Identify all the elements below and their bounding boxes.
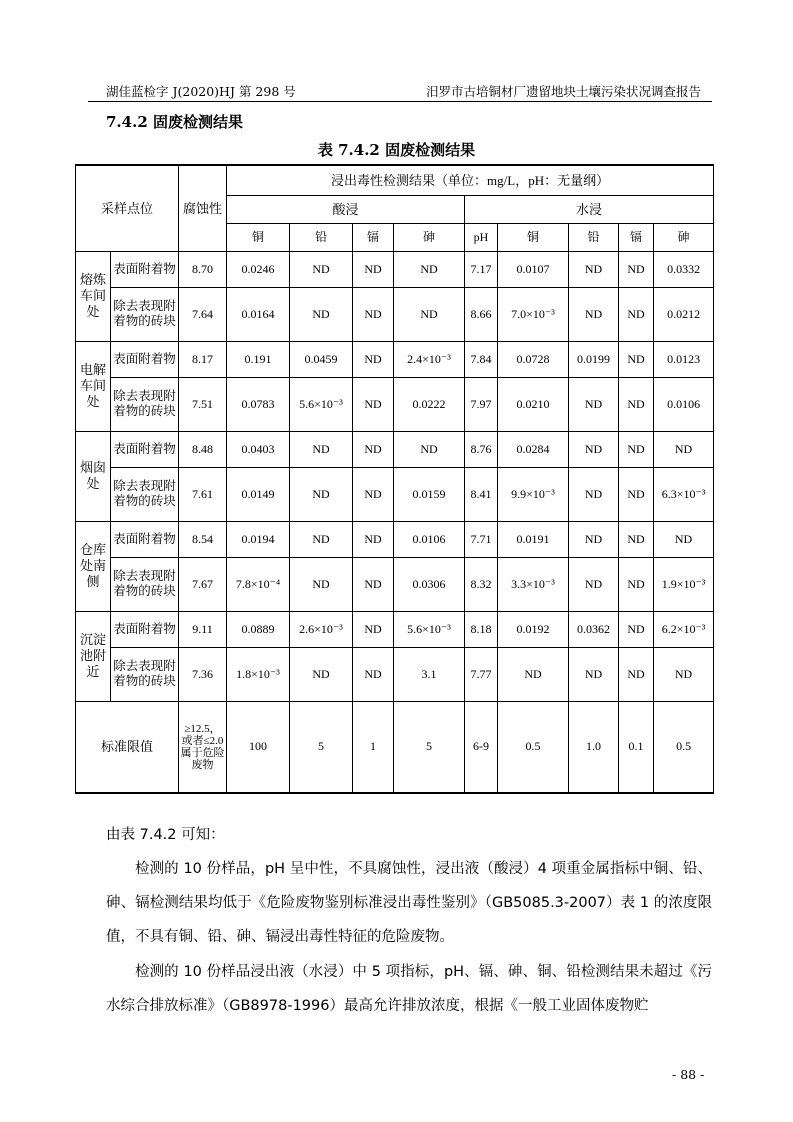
- acid-value: 0.0459: [290, 341, 353, 377]
- acid-value: 3.1: [394, 647, 465, 701]
- corrosive-value: 7.67: [179, 557, 227, 611]
- sample-type: 表面附着物: [111, 341, 179, 377]
- water-value: 0.0362: [569, 611, 619, 647]
- sample-type: 表面附着物: [111, 521, 179, 557]
- standard-corrosive: ≥12.5，或者≤2.0属于危险废物: [179, 701, 227, 793]
- table-row: [76, 341, 714, 377]
- header-acid-col: 砷: [394, 223, 465, 251]
- acid-value: ND: [394, 431, 465, 467]
- acid-value: 7.8×10⁻⁴: [227, 557, 290, 611]
- table-row: [76, 287, 714, 341]
- acid-value: ND: [353, 647, 394, 701]
- acid-value: ND: [353, 611, 394, 647]
- header-divider: [88, 101, 712, 102]
- site-name: 仓库处南侧: [76, 521, 111, 611]
- corrosive-value: 8.48: [179, 431, 227, 467]
- table-row: [76, 377, 714, 431]
- water-value: ND: [569, 521, 619, 557]
- sample-type: 表面附着物: [111, 251, 179, 287]
- water-value: ND: [619, 647, 654, 701]
- acid-value: ND: [290, 521, 353, 557]
- water-value: 8.66: [465, 287, 498, 341]
- water-value: ND: [569, 431, 619, 467]
- standard-label: 标准限值: [76, 701, 179, 793]
- table-caption: 表 7.4.2 固废检测结果: [317, 141, 476, 159]
- header-water-col: 砷: [654, 223, 714, 251]
- acid-value: ND: [394, 251, 465, 287]
- acid-value: ND: [353, 557, 394, 611]
- water-value: 0.0107: [498, 251, 569, 287]
- water-value: 7.97: [465, 377, 498, 431]
- acid-value: ND: [353, 377, 394, 431]
- water-value: 6.2×10⁻³: [654, 611, 714, 647]
- water-value: ND: [619, 611, 654, 647]
- standard-water-value: 1.0: [569, 701, 619, 793]
- header-doc-number: 湖佳蓝检字 J(2020)HJ 第 298 号: [106, 84, 296, 99]
- acid-value: 5.6×10⁻³: [290, 377, 353, 431]
- header-water-col: 镉: [619, 223, 654, 251]
- water-value: ND: [654, 521, 714, 557]
- water-value: 6.3×10⁻³: [654, 467, 714, 521]
- water-value: 7.84: [465, 341, 498, 377]
- header-water: 水浸: [465, 195, 714, 223]
- acid-value: ND: [353, 341, 394, 377]
- corrosive-value: 8.70: [179, 251, 227, 287]
- table-row: [76, 521, 714, 557]
- water-value: ND: [654, 647, 714, 701]
- standard-row: [76, 701, 714, 793]
- water-value: ND: [619, 467, 654, 521]
- water-value: 0.0212: [654, 287, 714, 341]
- acid-value: 0.0159: [394, 467, 465, 521]
- water-value: ND: [569, 377, 619, 431]
- table-row: [76, 251, 714, 287]
- water-value: 7.0×10⁻³: [498, 287, 569, 341]
- sample-type: 除去表现附着物的砖块: [111, 287, 179, 341]
- header-corrosive: 腐蚀性: [179, 165, 227, 251]
- results-table: [75, 164, 714, 794]
- water-value: 8.18: [465, 611, 498, 647]
- page-number: - 88 -: [672, 1067, 705, 1082]
- acid-value: 2.6×10⁻³: [290, 611, 353, 647]
- table-row: [76, 647, 714, 701]
- sample-type: 除去表现附着物的砖块: [111, 377, 179, 431]
- paragraph-water-conclusion: 检测的 10 份样品浸出液（水浸）中 5 项指标，pH、镉、砷、铜、铅检测结果未超过《污水综合排放标准》（GB8978-1996）最高允许排放浓度，根据《一般工业固体废物贮: [106, 964, 712, 1014]
- header-leach: 浸出毒性检测结果（单位：mg/L，pH：无量纲）: [227, 165, 714, 195]
- acid-value: 0.0306: [394, 557, 465, 611]
- header-acid-col: 镉: [353, 223, 394, 251]
- acid-value: ND: [290, 647, 353, 701]
- standard-water-value: 0.5: [654, 701, 714, 793]
- header-acid: 酸浸: [227, 195, 465, 223]
- water-value: ND: [619, 377, 654, 431]
- table-row: [76, 467, 714, 521]
- acid-value: 0.0164: [227, 287, 290, 341]
- water-value: ND: [619, 341, 654, 377]
- water-value: 8.76: [465, 431, 498, 467]
- standard-water-value: 0.5: [498, 701, 569, 793]
- corrosive-value: 7.36: [179, 647, 227, 701]
- acid-value: ND: [353, 467, 394, 521]
- acid-value: ND: [290, 467, 353, 521]
- site-name: 熔炼车间处: [76, 251, 111, 341]
- acid-value: ND: [290, 431, 353, 467]
- water-value: ND: [619, 287, 654, 341]
- table-row: [76, 611, 714, 647]
- corrosive-value: 8.17: [179, 341, 227, 377]
- acid-value: ND: [290, 287, 353, 341]
- header-acid-col: 铅: [290, 223, 353, 251]
- acid-value: 5.6×10⁻³: [394, 611, 465, 647]
- water-value: ND: [619, 431, 654, 467]
- acid-value: 0.0889: [227, 611, 290, 647]
- acid-value: 0.0222: [394, 377, 465, 431]
- sample-type: 除去表现附着物的砖块: [111, 467, 179, 521]
- water-value: 0.0332: [654, 251, 714, 287]
- table-row: [76, 557, 714, 611]
- site-name: 电解车间处: [76, 341, 111, 431]
- acid-value: 0.0246: [227, 251, 290, 287]
- water-value: ND: [569, 647, 619, 701]
- acid-value: ND: [353, 287, 394, 341]
- corrosive-value: 8.54: [179, 521, 227, 557]
- acid-value: ND: [394, 287, 465, 341]
- water-value: ND: [569, 557, 619, 611]
- site-name: 烟囱处: [76, 431, 111, 521]
- standard-acid-value: 1: [353, 701, 394, 793]
- acid-value: ND: [353, 431, 394, 467]
- acid-value: 0.0194: [227, 521, 290, 557]
- water-value: 7.71: [465, 521, 498, 557]
- sample-type: 除去表现附着物的砖块: [111, 557, 179, 611]
- water-value: ND: [619, 521, 654, 557]
- water-value: 1.9×10⁻³: [654, 557, 714, 611]
- water-value: ND: [654, 431, 714, 467]
- header-site: 采样点位: [76, 165, 179, 251]
- standard-acid-value: 100: [227, 701, 290, 793]
- water-value: 0.0192: [498, 611, 569, 647]
- water-value: 8.32: [465, 557, 498, 611]
- water-value: 0.0123: [654, 341, 714, 377]
- acid-value: ND: [290, 251, 353, 287]
- acid-value: 1.8×10⁻³: [227, 647, 290, 701]
- water-value: 0.0728: [498, 341, 569, 377]
- water-value: 0.0199: [569, 341, 619, 377]
- section-title: 7.4.2 固废检测结果: [106, 113, 243, 131]
- acid-value: 0.0403: [227, 431, 290, 467]
- header-water-col: 铅: [569, 223, 619, 251]
- header-acid-col: 铜: [227, 223, 290, 251]
- site-name: 沉淀池附近: [76, 611, 111, 701]
- sample-type: 除去表现附着物的砖块: [111, 647, 179, 701]
- water-value: ND: [569, 467, 619, 521]
- paragraph-acid-conclusion: 检测的 10 份样品，pH 呈中性，不具腐蚀性，浸出液（酸浸）4 项重金属指标中铜、铅、砷、镉检测结果均低于《危险废物鉴别标准浸出毒性鉴别》（GB5085.3-2007）表 1 的浓度限值，不具有铜、铅、砷、镉浸出毒性特征的危险废物。: [106, 861, 712, 945]
- corrosive-value: 9.11: [179, 611, 227, 647]
- standard-water-value: 0.1: [619, 701, 654, 793]
- water-value: ND: [619, 251, 654, 287]
- water-value: 0.0191: [498, 521, 569, 557]
- water-value: 0.0210: [498, 377, 569, 431]
- acid-value: 0.0106: [394, 521, 465, 557]
- water-value: 9.9×10⁻³: [498, 467, 569, 521]
- header-water-col: 铜: [498, 223, 569, 251]
- standard-acid-value: 5: [290, 701, 353, 793]
- table-row: [76, 431, 714, 467]
- water-value: 7.17: [465, 251, 498, 287]
- water-value: 7.77: [465, 647, 498, 701]
- acid-value: 2.4×10⁻³: [394, 341, 465, 377]
- water-value: ND: [569, 287, 619, 341]
- header-water-col: pH: [465, 223, 498, 251]
- water-value: ND: [498, 647, 569, 701]
- water-value: 0.0284: [498, 431, 569, 467]
- acid-value: ND: [353, 521, 394, 557]
- corrosive-value: 7.51: [179, 377, 227, 431]
- sample-type: 表面附着物: [111, 431, 179, 467]
- standard-acid-value: 5: [394, 701, 465, 793]
- acid-value: 0.0783: [227, 377, 290, 431]
- water-value: ND: [619, 557, 654, 611]
- sample-type: 表面附着物: [111, 611, 179, 647]
- acid-value: 0.0149: [227, 467, 290, 521]
- header-report-title: 汨罗市古培铜材厂遗留地块土壤污染状况调查报告: [425, 84, 701, 99]
- paragraph-intro: 由表 7.4.2 可知：: [106, 827, 225, 843]
- corrosive-value: 7.61: [179, 467, 227, 521]
- water-value: 8.41: [465, 467, 498, 521]
- standard-water-value: 6-9: [465, 701, 498, 793]
- acid-value: ND: [290, 557, 353, 611]
- corrosive-value: 7.64: [179, 287, 227, 341]
- acid-value: 0.191: [227, 341, 290, 377]
- water-value: 3.3×10⁻³: [498, 557, 569, 611]
- water-value: 0.0106: [654, 377, 714, 431]
- acid-value: ND: [353, 251, 394, 287]
- water-value: ND: [569, 251, 619, 287]
